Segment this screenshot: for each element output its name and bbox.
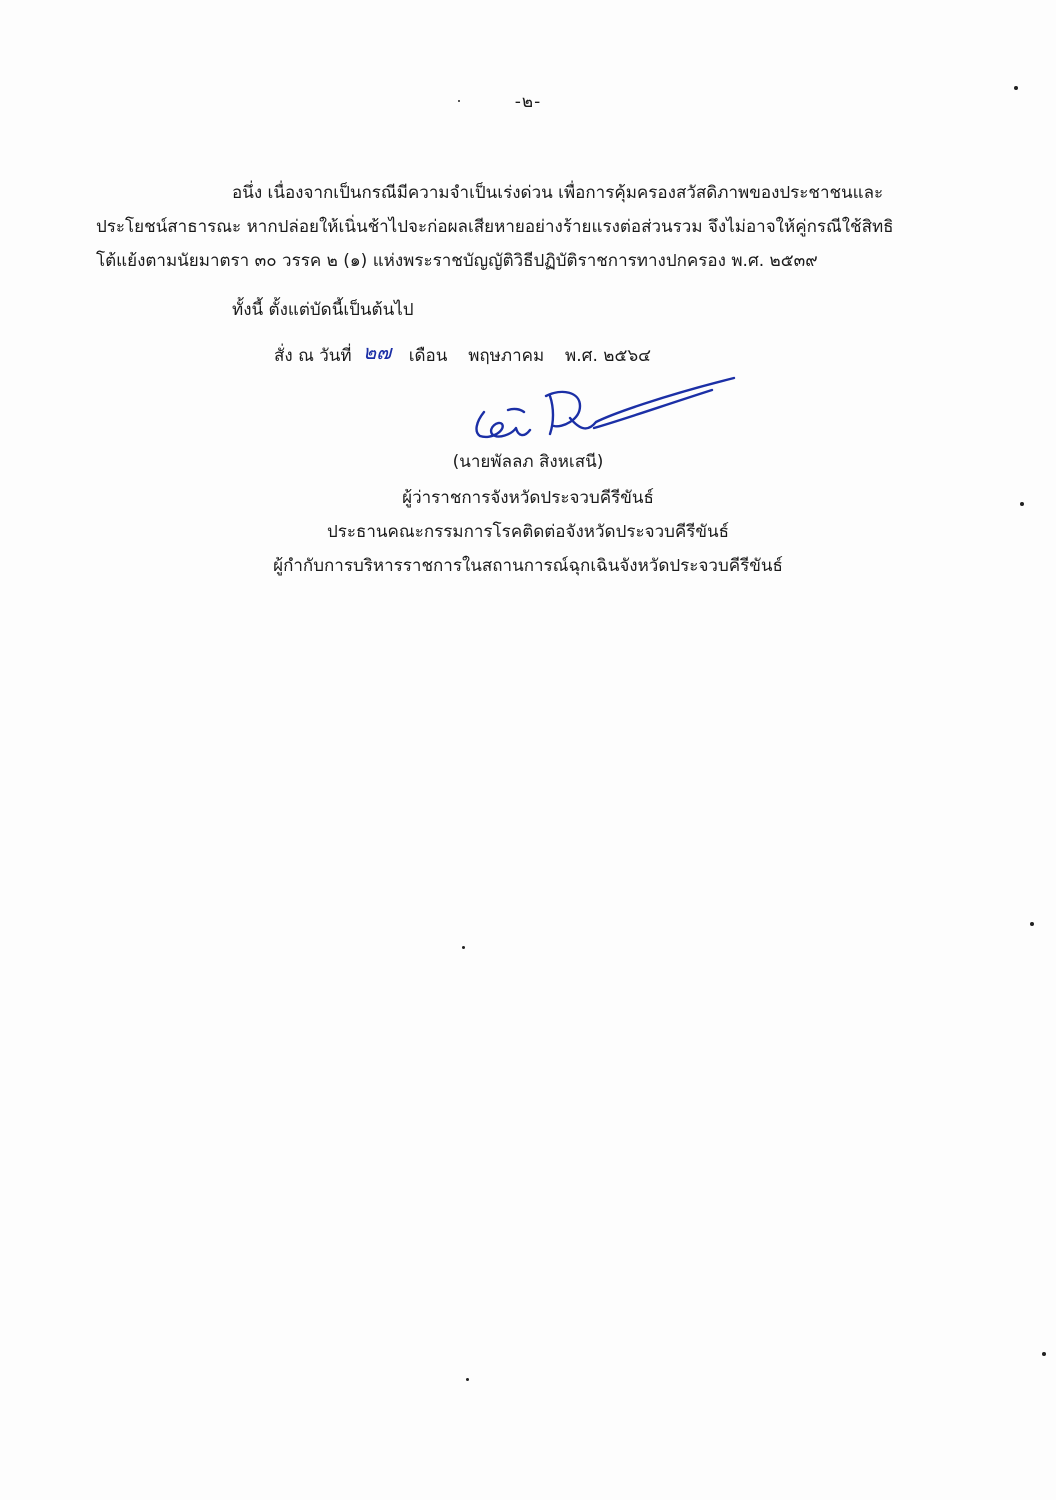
scan-speck [1020, 502, 1024, 506]
month-name: พฤษภาคม [468, 346, 545, 366]
paragraph-line-3: โต้แย้งตามนัยมาตรา ๓๐ วรรค ๒ (๑) แห่งพระราชบัญญัติวิธีปฏิบัติราชการทางปกครอง พ.ศ. ๒๕๓๙ [96, 251, 818, 271]
page-number: -๒- [514, 92, 542, 112]
handwritten-day: ๒๗ [363, 340, 392, 364]
scan-speck [1014, 86, 1018, 90]
scan-speck [458, 100, 460, 102]
signatory-title-2: ประธานคณะกรรมการโรคติดต่อจังหวัดประจวบคีรีขันธ์ [326, 522, 730, 542]
handwritten-signature [462, 370, 752, 450]
signatory-name: (นายพัลลภ สิงหเสนี) [452, 452, 604, 472]
scan-speck [1030, 922, 1034, 926]
order-date-line [274, 338, 651, 370]
paragraph-line-1: อนึ่ง เนื่องจากเป็นกรณีมีความจำเป็นเร่งด่วน เพื่อการคุ้มครองสวัสดิภาพของประชาชนและ [232, 183, 884, 203]
effective-statement: ทั้งนี้ ตั้งแต่บัดนี้เป็นต้นไป [232, 300, 414, 320]
paragraph-line-2: ประโยชน์สาธารณะ หากปล่อยให้เนิ่นช้าไปจะก่อผลเสียหายอย่างร้ายแรงต่อส่วนรวม จึงไม่อาจให้คู่กรณีใช้สิทธิ [96, 217, 894, 237]
body-paragraph [96, 176, 980, 278]
date-prefix: สั่ง ณ วันที่ [274, 346, 352, 366]
month-label: เดือน [408, 346, 448, 366]
signatory-title-3: ผู้กำกับการบริหารราชการในสถานการณ์ฉุกเฉินจังหวัดประจวบคีรีขันธ์ [273, 556, 783, 576]
signatory-title-1: ผู้ว่าราชการจังหวัดประจวบคีรีขันธ์ [402, 488, 654, 508]
scan-speck [462, 946, 465, 949]
year: พ.ศ. ๒๕๖๔ [565, 346, 651, 366]
scan-speck [1042, 1352, 1046, 1356]
scan-speck [466, 1378, 469, 1381]
